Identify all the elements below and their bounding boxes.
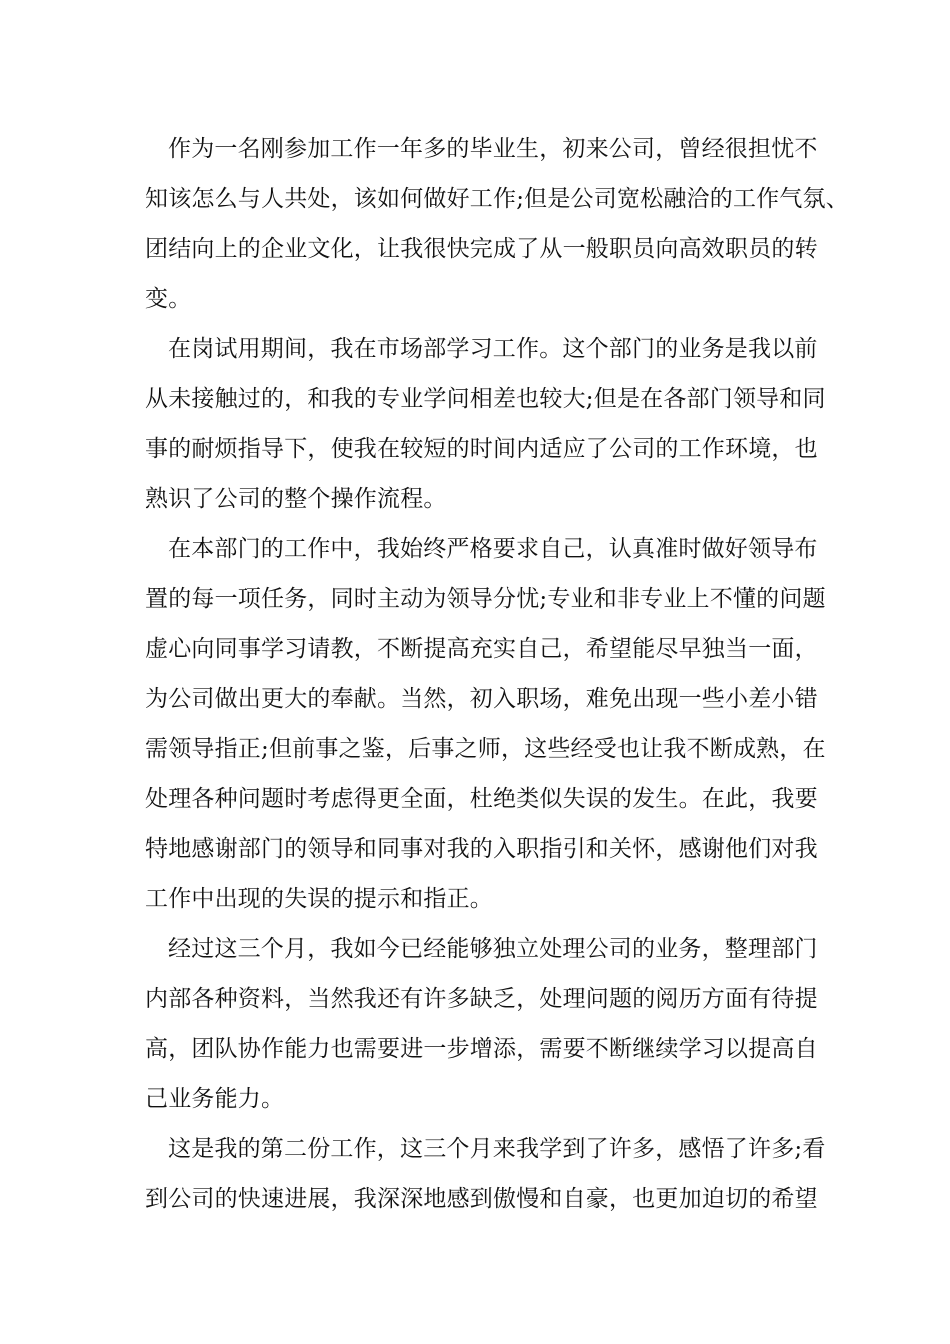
paragraph-4-line-2: 内部各种资料，当然我还有许多缺乏，处理问题的阅历方面有待提 [145, 986, 818, 1012]
paragraph-3-line-2: 置的每一项任务，同时主动为领导分忧;专业和非专业上不懂的问题 [145, 586, 826, 612]
paragraph-3-line-4: 为公司做出更大的奉献。当然，初入职场，难免出现一些小差小错 [145, 686, 818, 712]
paragraph-3-line-8: 工作中出现的失误的提示和指正。 [145, 886, 493, 912]
paragraph-3-line-7: 特地感谢部门的领导和同事对我的入职指引和关怀，感谢他们对我 [145, 836, 818, 862]
paragraph-4-line-1: 经过这三个月，我如今已经能够独立处理公司的业务，整理部门 [168, 936, 818, 962]
paragraph-2-line-4: 熟识了公司的整个操作流程。 [145, 486, 447, 512]
paragraph-1-line-4: 变。 [145, 286, 192, 312]
paragraph-1-line-2: 知该怎么与人共处，该如何做好工作;但是公司宽松融洽的工作气氛、 [145, 186, 849, 212]
paragraph-3-line-3: 虚心向同事学习请教，不断提高充实自己，希望能尽早独当一面， [145, 636, 818, 662]
paragraph-1-line-1: 作为一名刚参加工作一年多的毕业生，初来公司，曾经很担忧不 [168, 136, 818, 162]
paragraph-3-line-6: 处理各种问题时考虑得更全面，杜绝类似失误的发生。在此，我要 [145, 786, 818, 812]
paragraph-5-line-1: 这是我的第二份工作，这三个月来我学到了许多，感悟了许多;看 [168, 1136, 826, 1162]
paragraph-3-line-1: 在本部门的工作中，我始终严格要求自己，认真准时做好领导布 [168, 536, 818, 562]
paragraph-1-line-3: 团结向上的企业文化，让我很快完成了从一般职员向高效职员的转 [145, 236, 818, 262]
paragraph-2-line-2: 从未接触过的，和我的专业学问相差也较大;但是在各部门领导和同 [145, 386, 826, 412]
paragraph-3-line-5: 需领导指正;但前事之鉴，后事之师，这些经受也让我不断成熟，在 [145, 736, 826, 762]
paragraph-2-line-3: 事的耐烦指导下，使我在较短的时间内适应了公司的工作环境，也 [145, 436, 818, 462]
paragraph-2-line-1: 在岗试用期间，我在市场部学习工作。这个部门的业务是我以前 [168, 336, 818, 362]
paragraph-4-line-3: 高，团队协作能力也需要进一步增添，需要不断继续学习以提高自 [145, 1036, 818, 1062]
paragraph-4-line-4: 己业务能力。 [145, 1086, 285, 1112]
paragraph-5-line-2: 到公司的快速进展，我深深地感到傲慢和自豪，也更加迫切的希望 [145, 1186, 818, 1212]
